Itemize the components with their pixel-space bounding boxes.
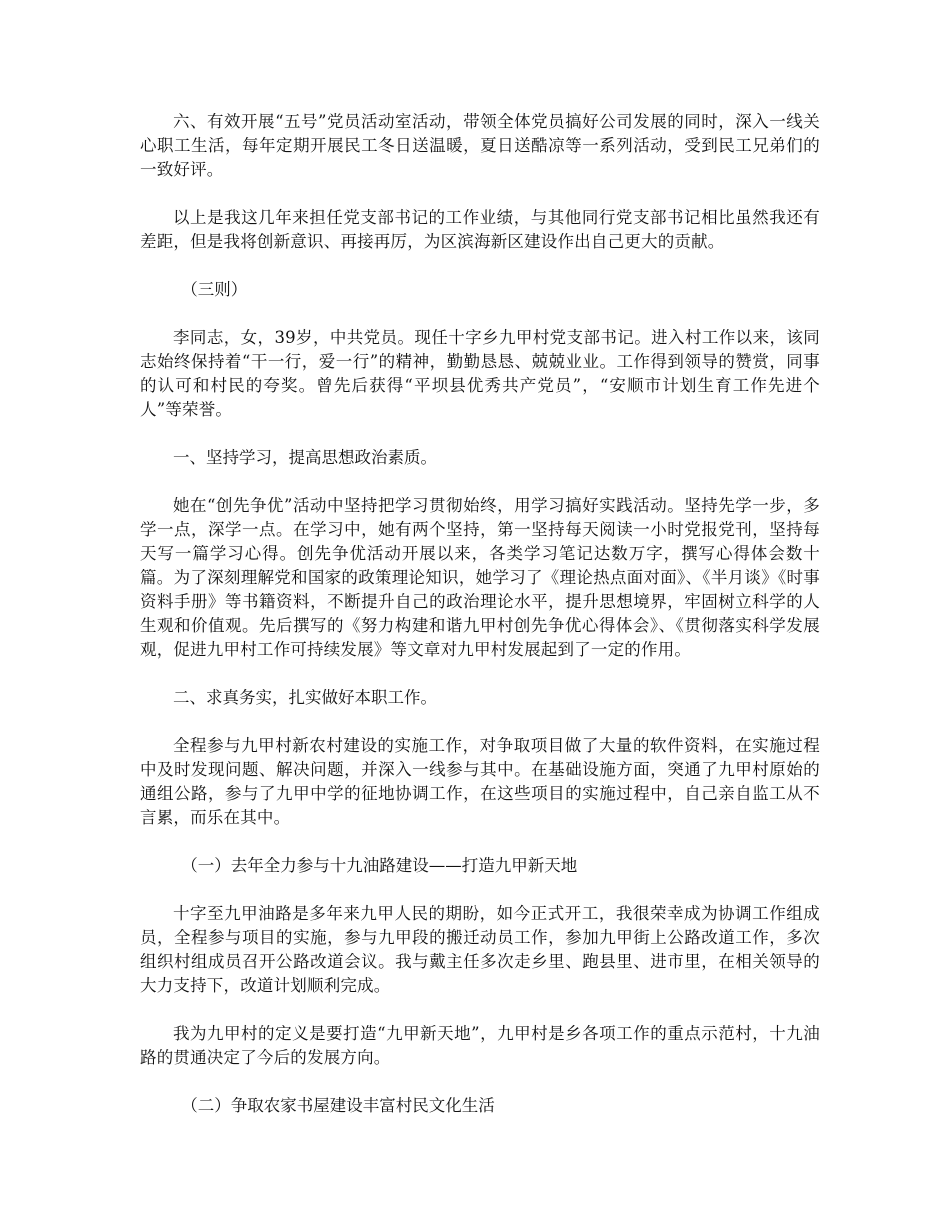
- paragraph-road: 十字至九甲油路是多年来九甲人民的期盼，如今正式开工，我很荣幸成为协调工作组成员，全程参与项目的实施，参与九甲段的搬迁动员工作，参加九甲街上公路改道工作，多次组织村组成员召开公路改道会议。我与戴主任多次走乡里、跑县里、进市里，在相关领导的大力支持下，改道计划顺利完成。: [140, 904, 820, 995]
- heading-work: 二、求真务实，扎实做好本职工作。: [173, 688, 437, 707]
- paragraph-intro-li: 李同志，女，39岁，中共党员。现任十字乡九甲村党支部书记。进入村工作以来，该同志始终保持着“干一行，爱一行”的精神，勤勤恳恳、兢兢业业。工作得到领导的赞赏，同事的认可和村民的夸奖。曾先后获得“平坝县优秀共产党员”，“安顺市计划生育工作先进个人”等荣誉。: [140, 328, 820, 419]
- paragraph-new-world: 我为九甲村的定义是要打造“九甲新天地”，九甲村是乡各项工作的重点示范村，十九油路的贯通决定了今后的发展方向。: [140, 1024, 820, 1067]
- document-page: [140, 110, 820, 1142]
- paragraph-work: 全程参与九甲村新农村建设的实施工作，对争取项目做了大量的软件资料，在实施过程中及时发现问题、解决问题，并深入一线参与其中。在基础设施方面，突通了九甲村原始的通组公路，参与了九甲中学的征地协调工作，在这些项目的实施过程中，自己亲自监工从不言累，而乐在其中。: [140, 736, 820, 827]
- paragraph-summary: 以上是我这几年来担任党支部书记的工作业绩，与其他同行党支部书记相比虽然我还有差距，但是我将创新意识、再接再厉，为区滨海新区建设作出自己更大的贡献。: [140, 208, 820, 251]
- heading-road-construction: （一）去年全力参与十九油路建设——打造九甲新天地: [181, 856, 578, 875]
- heading-library: （二）争取农家书屋建设丰富村民文化生活: [181, 1096, 495, 1115]
- paragraph-activity-room: 六、有效开展“五号”党员活动室活动，带领全体党员搞好公司发展的同时，深入一线关心职工生活，每年定期开展民工冬日送温暖，夏日送酷凉等一系列活动，受到民工兄弟们的一致好评。: [140, 112, 820, 179]
- paragraph-study: 她在“创先争优”活动中坚持把学习贯彻始终，用学习搞好实践活动。坚持先学一步，多学一点，深学一点。在学习中，她有两个坚持，第一坚持每天阅读一小时党报党刊，坚持每天写一篇学习心得。创先争优活动开展以来，各类学习笔记达数万字，撰写心得体会数十篇。为了深刻理解党和国家的政策理论知识，她学习了《理论热点面对面》、《半月谈》《时事资料手册》等书籍资料，不断提升自己的政治理论水平，提升思想境界，牢固树立科学的人生观和价值观。先后撰写的《努力构建和谐九甲村创先争优心得体会》、《贯彻落实科学发展观，促进九甲村工作可持续发展》等文章对九甲村发展起到了一定的作用。: [140, 496, 820, 659]
- section-label-three: （三则）: [181, 280, 248, 299]
- heading-study: 一、坚持学习，提高思想政治素质。: [173, 448, 437, 467]
